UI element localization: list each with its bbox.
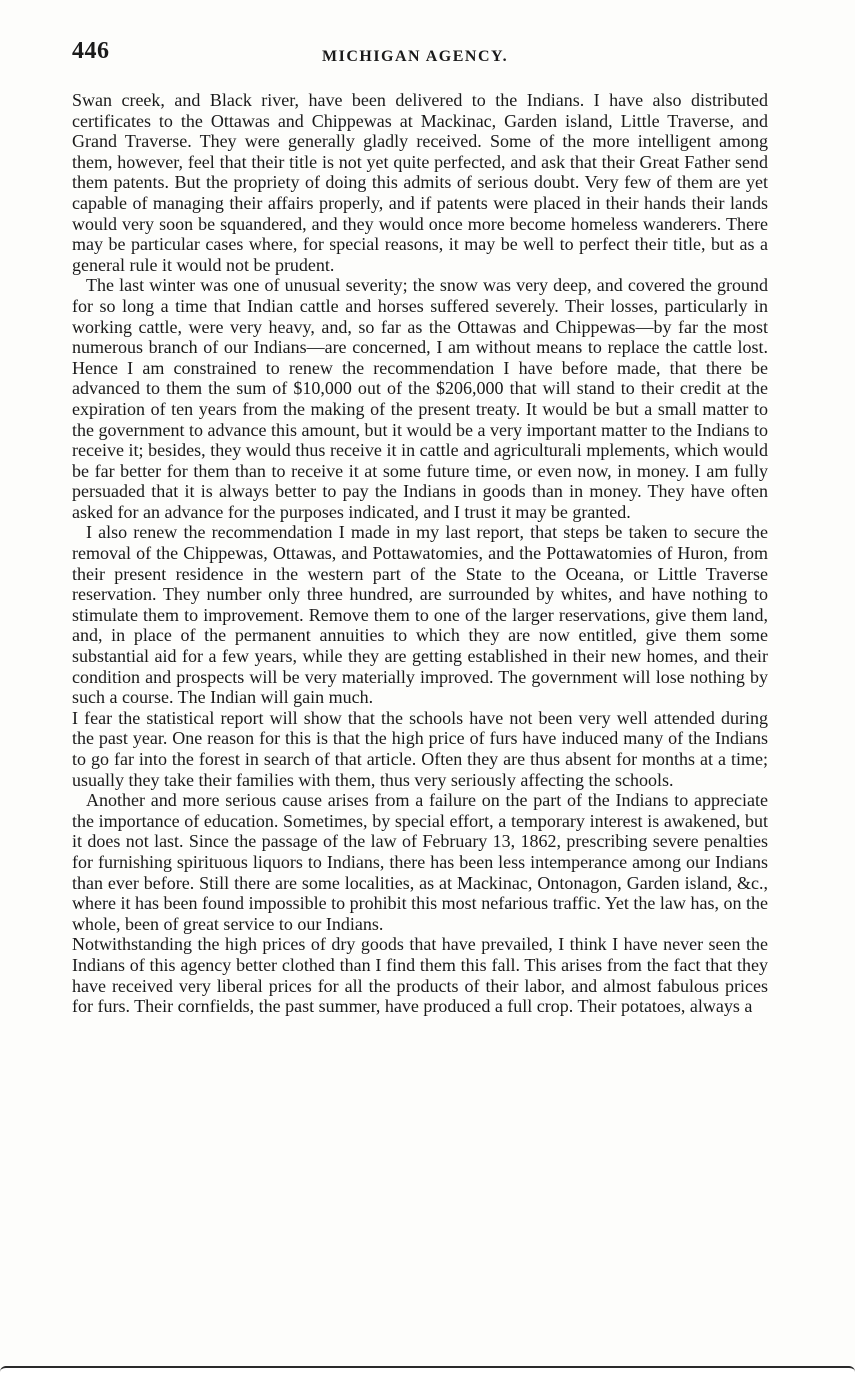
paragraph-schools-attendance: I fear the statistical report will show that the schools have not been very well attended during the past year. One reason for this is that the high price of furs have induced many of the Indians to go far into the forest in search of that article. Often they are thus absent for months at a time; usually they take their families with them, thus very seriously affecting the schools. — [72, 707, 768, 790]
paragraph-education-intemperance: Another and more serious cause arises from a failure on the part of the Indians to appreciate the importance of education. Sometimes, by special effort, a temporary interest is awakened, but it does not last. Since the passage of the law of February 13, 1862, prescribing severe penalties for furnishing spirituous liquors to Indians, there has been less intemperance among our Indians than ever before. Still there are some localities, as at Mackinac, Ontonagon, Garden island, &c., where it has been found impossible to prohibit this most nefarious traffic. Yet the law has, on the whole, been of great service to our Indians. — [72, 790, 768, 934]
body-text — [72, 90, 768, 1017]
page-header — [72, 38, 772, 72]
paragraph-removal-recommendation: I also renew the recommendation I made in my last report, that steps be taken to secure the removal of the Chippewas, Ottawas, and Pottawatomies, and the Pottawatomies of Huron, from their present residence in the western part of the State to the Oceana, or Little Traverse reservation. They number only three hundred, are surrounded by whites, and have nothing to stimulate them to improvement. Remove them to one of the larger reservations, give them land, and, in place of the permanent annuities to which they are now entitled, give them some substantial aid for a few years, while they are getting established in their new homes, and their condition and prospects will be very materially improved. The government will lose nothing by such a course. The Indian will gain much. — [72, 522, 768, 708]
paragraph-dry-goods: Notwithstanding the high prices of dry goods that have prevailed, I think I have never seen the Indians of this agency better clothed than I find them this fall. This arises from the fact that they have received very liberal prices for all the products of their labor, and almost fabulous prices for furs. Their cornfields, the past summer, have produced a full crop. Their potatoes, always a — [72, 934, 768, 1017]
page-number: 446 — [72, 38, 110, 64]
paragraph-winter-losses: The last winter was one of unusual severity; the snow was very deep, and covered the ground for so long a time that Indian cattle and horses suffered severely. Their losses, particularly in working cattle, were very heavy, and, so far as the Ottawas and Chippewas—by far the most numerous branch of our Indians—are concerned, I am without means to replace the cattle lost. Hence I am constrained to renew the recommendation I have before made, that there be advanced to them the sum of $10,000 out of the $206,000 that will stand to their credit at the expiration of ten years from the making of the present treaty. It would be but a small matter to the government to advance this amount, but it would be a very important matter to the Indians to receive it; besides, they would thus receive it in cattle and agriculturali mplements, which would be far better for them than to receive it at some future time, or even now, in money. I am fully persuaded that it is always better to pay the Indians in goods than in money. They have often asked for an advance for the purposes indicated, and I trust it may be granted. — [72, 275, 768, 522]
running-head: MICHIGAN AGENCY. — [322, 48, 509, 65]
paragraph-continued: Swan creek, and Black river, have been delivered to the Indians. I have also distributed certificates to the Ottawas and Chippewas at Mackinac, Garden island, Little Traverse, and Grand Traverse. They were generally gladly received. Some of the more intelligent among them, however, feel that their title is not yet quite perfected, and ask that their Great Father send them patents. But the propriety of doing this admits of serious doubt. Very few of them are yet capable of managing their affairs properly, and if patents were placed in their hands their lands would very soon be squandered, and they would once more become homeless wanderers. There may be particular cases where, for special reasons, it may be well to perfect their title, but as a general rule it would not be prudent. — [72, 90, 768, 275]
